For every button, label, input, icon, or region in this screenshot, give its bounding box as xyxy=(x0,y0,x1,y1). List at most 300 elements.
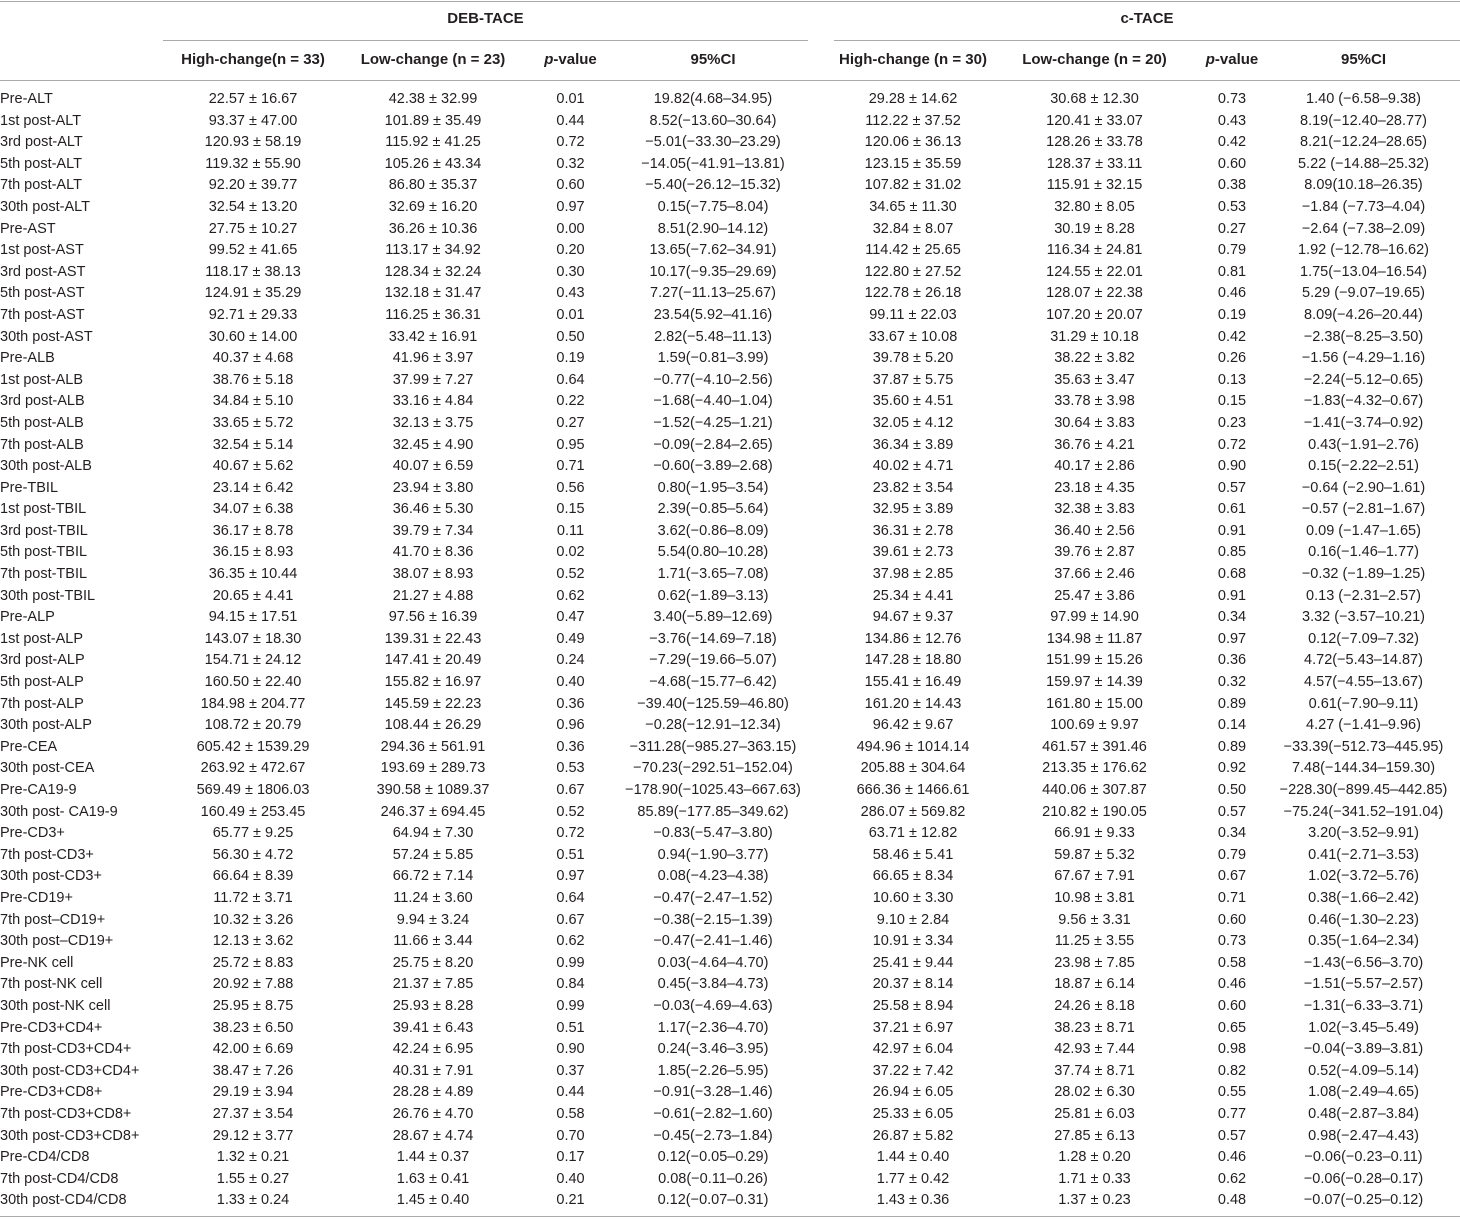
ctace-95ci: −2.24(−5.12–0.65) xyxy=(1303,371,1424,388)
deb-high-change: 118.17 ± 38.13 xyxy=(205,263,301,280)
table-row xyxy=(0,910,1460,932)
ctace-95ci: 1.75(−13.04–16.54) xyxy=(1300,263,1427,280)
deb-95ci: −0.91(−3.28–1.46) xyxy=(653,1084,773,1101)
ctace-p-value: 0.57 xyxy=(1217,479,1247,496)
ctace-high-change: 286.07 ± 569.82 xyxy=(860,803,966,820)
ctace-low-change: 210.82 ± 190.05 xyxy=(1042,803,1147,820)
ctace-low-change: 116.34 ± 24.81 xyxy=(1046,242,1143,259)
ctace-high-change: 20.37 ± 8.14 xyxy=(872,976,954,993)
group-gap xyxy=(808,586,834,608)
ctace-95ci: −2.64 (−7.38–2.09) xyxy=(1301,220,1426,237)
deb-95ci: 0.12(−0.05–0.29) xyxy=(657,1149,769,1166)
data-table-body xyxy=(0,89,1460,1212)
group-gap xyxy=(808,910,834,932)
ctace-95ci: 1.02(−3.45–5.49) xyxy=(1308,1019,1419,1036)
deb-p-value: 0.71 xyxy=(556,458,585,475)
ctace-low-change: 213.35 ± 176.62 xyxy=(1042,760,1147,777)
group-gap xyxy=(808,1126,834,1148)
ctace-low-change: 97.99 ± 14.90 xyxy=(1050,609,1139,626)
deb-low-change: 25.93 ± 8.28 xyxy=(392,997,474,1014)
deb-p-value: 0.51 xyxy=(556,1019,585,1036)
group-gap xyxy=(808,283,834,305)
ctace-high-change: 25.33 ± 6.05 xyxy=(872,1105,954,1122)
ctace-p-value: 0.60 xyxy=(1217,155,1247,172)
ctace-p-value: 0.14 xyxy=(1217,717,1247,734)
ctace-95ci: −0.06(−0.28–0.17) xyxy=(1303,1170,1424,1187)
deb-95ci: −5.40(−26.12–15.32) xyxy=(645,177,781,194)
deb-high-change: 34.84 ± 5.10 xyxy=(212,393,294,410)
ctace-95ci: 5.22 (−14.88–25.32) xyxy=(1297,155,1429,172)
ctace-95ci: −1.84 (−7.73–4.04) xyxy=(1301,198,1426,215)
ctace-95ci: 7.48(−144.34–159.30) xyxy=(1291,760,1436,777)
row-label: Pre-TBIL xyxy=(0,479,59,496)
deb-p-value: 0.37 xyxy=(556,1062,585,1079)
ctace-p-value: 0.58 xyxy=(1217,954,1247,971)
group-rule-deb-tace xyxy=(163,40,808,41)
deb-high-change: 1.33 ± 0.24 xyxy=(216,1192,290,1209)
ctace-high-change: 40.02 ± 4.71 xyxy=(872,458,954,475)
group-gap xyxy=(808,1018,834,1040)
group-gap xyxy=(808,175,834,197)
row-label: Pre-CEA xyxy=(0,738,58,755)
deb-95ci: −7.29(−19.66–5.07) xyxy=(649,652,777,669)
table-row xyxy=(0,413,1460,435)
ctace-95ci: −0.32 (−1.89–1.25) xyxy=(1301,566,1426,583)
table-body xyxy=(0,89,1460,1212)
deb-p-value: 0.62 xyxy=(556,587,585,604)
ctace-high-change: 37.22 ± 7.42 xyxy=(872,1062,954,1079)
deb-high-change: 92.20 ± 39.77 xyxy=(208,177,298,194)
group-gap xyxy=(808,370,834,392)
deb-low-change: 294.36 ± 561.91 xyxy=(380,738,486,755)
group-gap xyxy=(808,758,834,780)
ctace-p-value: 0.38 xyxy=(1217,177,1247,194)
table-row xyxy=(0,780,1460,802)
row-label: 7th post-CD4/CD8 xyxy=(0,1170,119,1187)
deb-low-change: 36.46 ± 5.30 xyxy=(392,501,474,518)
group-gap xyxy=(808,219,834,241)
table-row xyxy=(0,564,1460,586)
ctace-high-change: 122.80 ± 27.52 xyxy=(864,263,962,280)
ctace-p-value: 0.36 xyxy=(1217,652,1247,669)
ctace-95ci: −1.56 (−4.29–1.16) xyxy=(1301,350,1426,367)
ctace-high-change: 37.21 ± 6.97 xyxy=(872,1019,954,1036)
deb-high-change: 263.92 ± 472.67 xyxy=(200,760,306,777)
ctace-high-change: 63.71 ± 12.82 xyxy=(868,825,958,842)
deb-95ci: −178.90(−1025.43–667.63) xyxy=(625,782,801,798)
deb-p-value: 0.44 xyxy=(556,1084,585,1101)
ctace-low-change: 59.87 ± 5.32 xyxy=(1054,846,1135,863)
deb-low-change: 36.26 ± 10.36 xyxy=(388,220,478,237)
deb-high-change: 29.12 ± 3.77 xyxy=(212,1127,294,1144)
deb-p-value: 0.99 xyxy=(556,954,585,971)
ctace-high-change: 99.11 ± 22.03 xyxy=(869,306,957,323)
deb-low-change: 32.13 ± 3.75 xyxy=(392,414,474,431)
group-gap xyxy=(808,391,834,413)
table-row xyxy=(0,175,1460,197)
row-label: 30th post-TBIL xyxy=(0,587,96,604)
deb-p-value: 0.11 xyxy=(556,522,585,539)
column-header-low-change-ctace: Low-change (n = 20) xyxy=(1022,51,1167,68)
ctace-p-value: 0.72 xyxy=(1217,436,1247,453)
ctace-95ci: −0.04(−3.89–3.81) xyxy=(1303,1041,1424,1058)
ctace-high-change: 37.98 ± 2.85 xyxy=(872,566,954,583)
ctace-low-change: 23.18 ± 4.35 xyxy=(1054,479,1135,496)
deb-p-value: 0.15 xyxy=(556,501,585,518)
ctace-low-change: 1.37 ± 0.23 xyxy=(1058,1192,1131,1209)
deb-low-change: 64.94 ± 7.30 xyxy=(392,825,474,842)
ctace-p-value: 0.62 xyxy=(1217,1170,1247,1187)
ctace-95ci: 4.27 (−1.41–9.96) xyxy=(1306,717,1421,734)
ctace-high-change: 1.43 ± 0.36 xyxy=(876,1192,950,1209)
deb-low-change: 28.28 ± 4.89 xyxy=(392,1084,474,1101)
group-gap xyxy=(808,435,834,457)
deb-low-change: 39.41 ± 6.43 xyxy=(392,1019,474,1036)
ctace-95ci: −1.51(−5.57–2.57) xyxy=(1303,976,1424,993)
deb-high-change: 124.91 ± 35.29 xyxy=(204,285,302,302)
deb-high-change: 11.72 ± 3.71 xyxy=(213,889,293,906)
deb-95ci: −0.83(−5.47–3.80) xyxy=(653,825,773,842)
table-row xyxy=(0,219,1460,241)
deb-p-value: 0.67 xyxy=(556,911,585,928)
ctace-p-value: 0.46 xyxy=(1217,976,1247,993)
group-gap xyxy=(808,888,834,910)
deb-high-change: 27.37 ± 3.54 xyxy=(212,1105,294,1122)
group-header-c-tace: c-TACE xyxy=(1120,10,1174,27)
ctace-high-change: 29.28 ± 14.62 xyxy=(868,91,958,107)
deb-95ci: 1.59(−0.81–3.99) xyxy=(657,350,769,367)
row-label: 30th post-ALB xyxy=(0,458,92,475)
ctace-95ci: −1.31(−6.33–3.71) xyxy=(1303,997,1424,1014)
deb-low-change: 105.26 ± 43.34 xyxy=(384,155,482,172)
deb-high-change: 10.32 ± 3.26 xyxy=(212,911,294,928)
column-header-p-value-ctace: p-value xyxy=(1205,51,1259,68)
deb-95ci: 0.80(−1.95–3.54) xyxy=(657,479,769,496)
ctace-low-change: 1.71 ± 0.33 xyxy=(1058,1170,1131,1187)
ctace-low-change: 128.26 ± 33.78 xyxy=(1046,134,1143,151)
table-row xyxy=(0,283,1460,305)
ctace-p-value: 0.98 xyxy=(1217,1041,1247,1058)
deb-p-value: 0.36 xyxy=(556,738,585,755)
ctace-low-change: 120.41 ± 33.07 xyxy=(1046,112,1143,129)
deb-95ci: −0.47(−2.47–1.52) xyxy=(653,889,773,906)
ctace-low-change: 30.68 ± 12.30 xyxy=(1050,91,1139,107)
deb-high-change: 38.76 ± 5.18 xyxy=(212,371,294,388)
ctace-high-change: 10.60 ± 3.30 xyxy=(872,889,954,906)
deb-p-value: 0.20 xyxy=(556,242,585,259)
group-gap xyxy=(808,478,834,500)
ctace-high-change: 9.10 ± 2.84 xyxy=(876,911,950,928)
ctace-high-change: 161.20 ± 14.43 xyxy=(864,695,962,712)
deb-95ci: 0.08(−4.23–4.38) xyxy=(657,868,769,885)
ctace-95ci: 0.12(−7.09–7.32) xyxy=(1308,630,1419,647)
deb-95ci: −0.38(−2.15–1.39) xyxy=(653,911,773,928)
row-label: 7th post–CD19+ xyxy=(0,911,106,928)
row-label: 7th post-AST xyxy=(0,306,85,323)
ctace-low-change: 128.37 ± 33.11 xyxy=(1046,155,1143,172)
table-row xyxy=(0,823,1460,845)
deb-high-change: 38.23 ± 6.50 xyxy=(212,1019,294,1036)
deb-low-change: 33.16 ± 4.84 xyxy=(392,393,474,410)
group-gap xyxy=(808,348,834,370)
ctace-p-value: 0.46 xyxy=(1217,285,1247,302)
group-gap xyxy=(808,542,834,564)
column-header-low-change-deb: Low-change (n = 23) xyxy=(360,51,506,68)
table-row xyxy=(0,802,1460,824)
deb-95ci: 5.54(0.80–10.28) xyxy=(657,544,769,561)
ctace-p-value: 0.55 xyxy=(1217,1084,1247,1101)
deb-high-change: 65.77 ± 9.25 xyxy=(212,825,294,842)
deb-low-change: 40.07 ± 6.59 xyxy=(392,458,474,475)
table-row xyxy=(0,478,1460,500)
deb-low-change: 23.94 ± 3.80 xyxy=(392,479,474,496)
deb-95ci: −70.23(−292.51–152.04) xyxy=(633,760,793,777)
deb-p-value: 0.51 xyxy=(556,846,585,863)
ctace-p-value: 0.85 xyxy=(1217,544,1247,561)
ctace-low-change: 38.22 ± 3.82 xyxy=(1054,350,1135,367)
ctace-low-change: 25.81 ± 6.03 xyxy=(1054,1105,1135,1122)
ctace-high-change: 107.82 ± 31.02 xyxy=(864,177,962,194)
group-gap xyxy=(808,111,834,133)
ctace-high-change: 35.60 ± 4.51 xyxy=(872,393,954,410)
deb-p-value: 0.32 xyxy=(556,155,585,172)
group-gap xyxy=(808,521,834,543)
deb-p-value: 0.47 xyxy=(556,609,585,626)
ctace-high-change: 32.84 ± 8.07 xyxy=(872,220,954,237)
deb-95ci: 10.17(−9.35–29.69) xyxy=(649,263,777,280)
group-gap xyxy=(808,672,834,694)
deb-95ci: 0.12(−0.07–0.31) xyxy=(657,1192,769,1209)
table-row xyxy=(0,931,1460,953)
ctace-high-change: 494.96 ± 1014.14 xyxy=(856,738,970,755)
deb-high-change: 36.17 ± 8.78 xyxy=(212,522,294,539)
ctace-low-change: 461.57 ± 391.46 xyxy=(1042,738,1147,755)
ctace-high-change: 122.78 ± 26.18 xyxy=(864,285,962,302)
deb-p-value: 0.02 xyxy=(556,544,585,561)
row-label: 7th post-NK cell xyxy=(0,976,103,993)
table-row xyxy=(0,435,1460,457)
ctace-95ci: 0.46(−1.30–2.23) xyxy=(1308,911,1419,928)
deb-p-value: 0.27 xyxy=(556,414,585,431)
group-gap xyxy=(808,327,834,349)
deb-low-change: 57.24 ± 5.85 xyxy=(392,846,474,863)
deb-95ci: 0.03(−4.64–4.70) xyxy=(657,954,769,971)
ctace-95ci: −1.41(−3.74–0.92) xyxy=(1303,414,1424,431)
group-gap xyxy=(808,132,834,154)
ctace-95ci: −0.57 (−2.81–1.67) xyxy=(1301,501,1426,518)
ctace-high-change: 1.77 ± 0.42 xyxy=(876,1170,950,1187)
row-label: Pre-CD3+CD4+ xyxy=(0,1019,103,1036)
deb-high-change: 66.64 ± 8.39 xyxy=(212,868,294,885)
deb-p-value: 0.49 xyxy=(556,630,585,647)
ctace-95ci: −0.64 (−2.90–1.61) xyxy=(1301,479,1426,496)
table-row xyxy=(0,650,1460,672)
table-row xyxy=(0,348,1460,370)
ctace-low-change: 37.74 ± 8.71 xyxy=(1054,1062,1135,1079)
deb-95ci: −5.01(−33.30–23.29) xyxy=(645,134,781,151)
deb-low-change: 40.31 ± 7.91 xyxy=(392,1062,474,1079)
table-row xyxy=(0,521,1460,543)
row-label: 3rd post-ALT xyxy=(0,134,83,151)
ctace-low-change: 35.63 ± 3.47 xyxy=(1054,371,1135,388)
table-row xyxy=(0,1104,1460,1126)
row-label: 5th post-AST xyxy=(0,285,85,302)
row-label: 1st post-ALB xyxy=(0,371,84,388)
ctace-95ci: −1.83(−4.32–0.67) xyxy=(1303,393,1424,410)
deb-low-change: 66.72 ± 7.14 xyxy=(392,868,474,885)
deb-low-change: 39.79 ± 7.34 xyxy=(392,522,474,539)
ctace-p-value: 0.82 xyxy=(1217,1062,1247,1079)
deb-p-value: 0.64 xyxy=(556,889,585,906)
ctace-p-value: 0.48 xyxy=(1217,1192,1247,1209)
deb-p-value: 0.44 xyxy=(556,112,585,129)
table-row xyxy=(0,845,1460,867)
row-label: 30th post–CD19+ xyxy=(0,933,114,950)
deb-high-change: 22.57 ± 16.67 xyxy=(208,91,298,107)
ctace-95ci: 5.29 (−9.07–19.65) xyxy=(1302,285,1425,302)
deb-p-value: 0.24 xyxy=(556,652,585,669)
ctace-p-value: 0.57 xyxy=(1217,803,1247,820)
column-header-95ci-deb: 95%CI xyxy=(690,51,736,68)
group-gap xyxy=(808,715,834,737)
row-label: 3rd post-TBIL xyxy=(0,522,88,539)
group-gap xyxy=(808,456,834,478)
deb-high-change: 92.71 ± 29.33 xyxy=(208,306,298,323)
deb-p-value: 0.99 xyxy=(556,997,585,1014)
deb-95ci: 0.08(−0.11–0.26) xyxy=(658,1170,768,1187)
ctace-p-value: 0.91 xyxy=(1217,587,1247,604)
column-header-high-change-deb: High-change(n = 33) xyxy=(181,51,325,68)
ctace-high-change: 32.95 ± 3.89 xyxy=(872,501,954,518)
ctace-p-value: 0.89 xyxy=(1217,738,1247,755)
row-label: 30th post-CD3+CD4+ xyxy=(0,1062,140,1079)
group-gap xyxy=(808,305,834,327)
deb-low-change: 145.59 ± 22.23 xyxy=(384,695,482,712)
deb-95ci: −311.28(−985.27–363.15) xyxy=(629,738,797,755)
deb-p-value: 0.22 xyxy=(556,393,585,410)
row-label: 7th post-ALB xyxy=(0,436,84,453)
row-label: 3rd post-AST xyxy=(0,263,86,280)
table-row xyxy=(0,866,1460,888)
ctace-p-value: 0.46 xyxy=(1217,1149,1247,1166)
ctace-95ci: 4.57(−4.55–13.67) xyxy=(1304,674,1423,691)
deb-low-change: 25.75 ± 8.20 xyxy=(392,954,474,971)
deb-high-change: 184.98 ± 204.77 xyxy=(200,695,306,712)
group-gap xyxy=(808,499,834,521)
deb-p-value: 0.30 xyxy=(556,263,585,280)
deb-high-change: 1.55 ± 0.27 xyxy=(216,1170,290,1187)
group-gap xyxy=(808,629,834,651)
group-gap xyxy=(808,1082,834,1104)
row-label: 5th post-ALP xyxy=(0,674,84,691)
ctace-low-change: 24.26 ± 8.18 xyxy=(1054,997,1135,1014)
ctace-high-change: 666.36 ± 1466.61 xyxy=(856,782,970,798)
ctace-95ci: −75.24(−341.52–191.04) xyxy=(1283,803,1444,820)
deb-p-value: 0.36 xyxy=(556,695,585,712)
deb-95ci: 19.82(4.68–34.95) xyxy=(653,91,773,107)
ctace-low-change: 9.56 ± 3.31 xyxy=(1058,911,1131,928)
ctace-high-change: 32.05 ± 4.12 xyxy=(872,414,954,431)
deb-p-value: 0.21 xyxy=(556,1192,585,1209)
row-label: 30th post-AST xyxy=(0,328,93,345)
deb-p-value: 0.67 xyxy=(556,782,585,798)
ctace-p-value: 0.71 xyxy=(1217,889,1247,906)
ctace-p-value: 0.65 xyxy=(1217,1019,1247,1036)
ctace-95ci: 0.38(−1.66–2.42) xyxy=(1308,889,1419,906)
ctace-low-change: 42.93 ± 7.44 xyxy=(1054,1041,1135,1058)
ctace-high-change: 25.58 ± 8.94 xyxy=(872,997,954,1014)
row-label: 7th post-ALP xyxy=(0,695,84,712)
table-row xyxy=(0,542,1460,564)
ctace-95ci: −0.07(−0.25–0.12) xyxy=(1303,1192,1424,1209)
deb-low-change: 246.37 ± 694.45 xyxy=(380,803,486,820)
ctace-95ci: −228.30(−899.45–442.85) xyxy=(1279,782,1448,798)
deb-low-change: 9.94 ± 3.24 xyxy=(396,911,470,928)
table-row xyxy=(0,111,1460,133)
deb-p-value: 0.90 xyxy=(556,1041,585,1058)
ctace-high-change: 58.46 ± 5.41 xyxy=(872,846,954,863)
deb-95ci: −0.77(−4.10–2.56) xyxy=(653,371,773,388)
ctace-low-change: 31.29 ± 10.18 xyxy=(1050,328,1139,345)
ctace-p-value: 0.19 xyxy=(1217,306,1247,323)
ctace-low-change: 30.19 ± 8.28 xyxy=(1054,220,1135,237)
ctace-high-change: 42.97 ± 6.04 xyxy=(872,1041,954,1058)
deb-95ci: 1.71(−3.65–7.08) xyxy=(657,566,769,583)
deb-high-change: 20.65 ± 4.41 xyxy=(212,587,294,604)
ctace-high-change: 123.15 ± 35.59 xyxy=(864,155,962,172)
row-label: 1st post-ALT xyxy=(0,112,82,129)
ctace-95ci: 0.09 (−1.47–1.65) xyxy=(1306,522,1421,539)
header-bottom-rule xyxy=(0,80,1460,81)
deb-low-change: 32.45 ± 4.90 xyxy=(392,436,474,453)
deb-p-value: 0.70 xyxy=(556,1127,585,1144)
ctace-high-change: 120.06 ± 36.13 xyxy=(864,134,962,151)
deb-high-change: 36.15 ± 8.93 xyxy=(212,544,294,561)
group-gap xyxy=(808,262,834,284)
ctace-high-change: 25.34 ± 4.41 xyxy=(872,587,954,604)
deb-low-change: 108.44 ± 26.29 xyxy=(384,717,482,734)
deb-95ci: −0.03(−4.69–4.63) xyxy=(653,997,773,1014)
table-row xyxy=(0,586,1460,608)
ctace-p-value: 0.15 xyxy=(1217,393,1247,410)
deb-p-value: 0.53 xyxy=(556,760,585,777)
deb-high-change: 29.19 ± 3.94 xyxy=(212,1084,294,1101)
deb-low-change: 1.63 ± 0.41 xyxy=(396,1170,470,1187)
ctace-p-value: 0.34 xyxy=(1217,609,1247,626)
group-gap xyxy=(808,866,834,888)
deb-low-change: 41.70 ± 8.36 xyxy=(392,544,474,561)
deb-low-change: 41.96 ± 3.97 xyxy=(392,350,474,367)
group-gap xyxy=(808,974,834,996)
deb-high-change: 32.54 ± 5.14 xyxy=(212,436,294,453)
ctace-p-value: 0.34 xyxy=(1217,825,1247,842)
deb-high-change: 143.07 ± 18.30 xyxy=(204,630,302,647)
table-bottom-rule xyxy=(0,1216,1460,1217)
ctace-low-change: 107.20 ± 20.07 xyxy=(1046,306,1143,323)
ctace-p-value: 0.97 xyxy=(1217,630,1247,647)
group-gap xyxy=(808,1147,834,1169)
deb-low-change: 42.24 ± 6.95 xyxy=(392,1041,474,1058)
deb-low-change: 128.34 ± 32.24 xyxy=(384,263,482,280)
deb-95ci: 1.17(−2.36–4.70) xyxy=(657,1019,769,1036)
ctace-high-change: 96.42 ± 9.67 xyxy=(872,717,954,734)
ctace-high-change: 112.22 ± 37.52 xyxy=(865,112,961,129)
ctace-95ci: 3.32 (−3.57–10.21) xyxy=(1302,609,1425,626)
group-gap xyxy=(808,154,834,176)
deb-high-change: 23.14 ± 6.42 xyxy=(212,479,294,496)
deb-95ci: 8.51(2.90–14.12) xyxy=(657,220,769,237)
table-row xyxy=(0,391,1460,413)
